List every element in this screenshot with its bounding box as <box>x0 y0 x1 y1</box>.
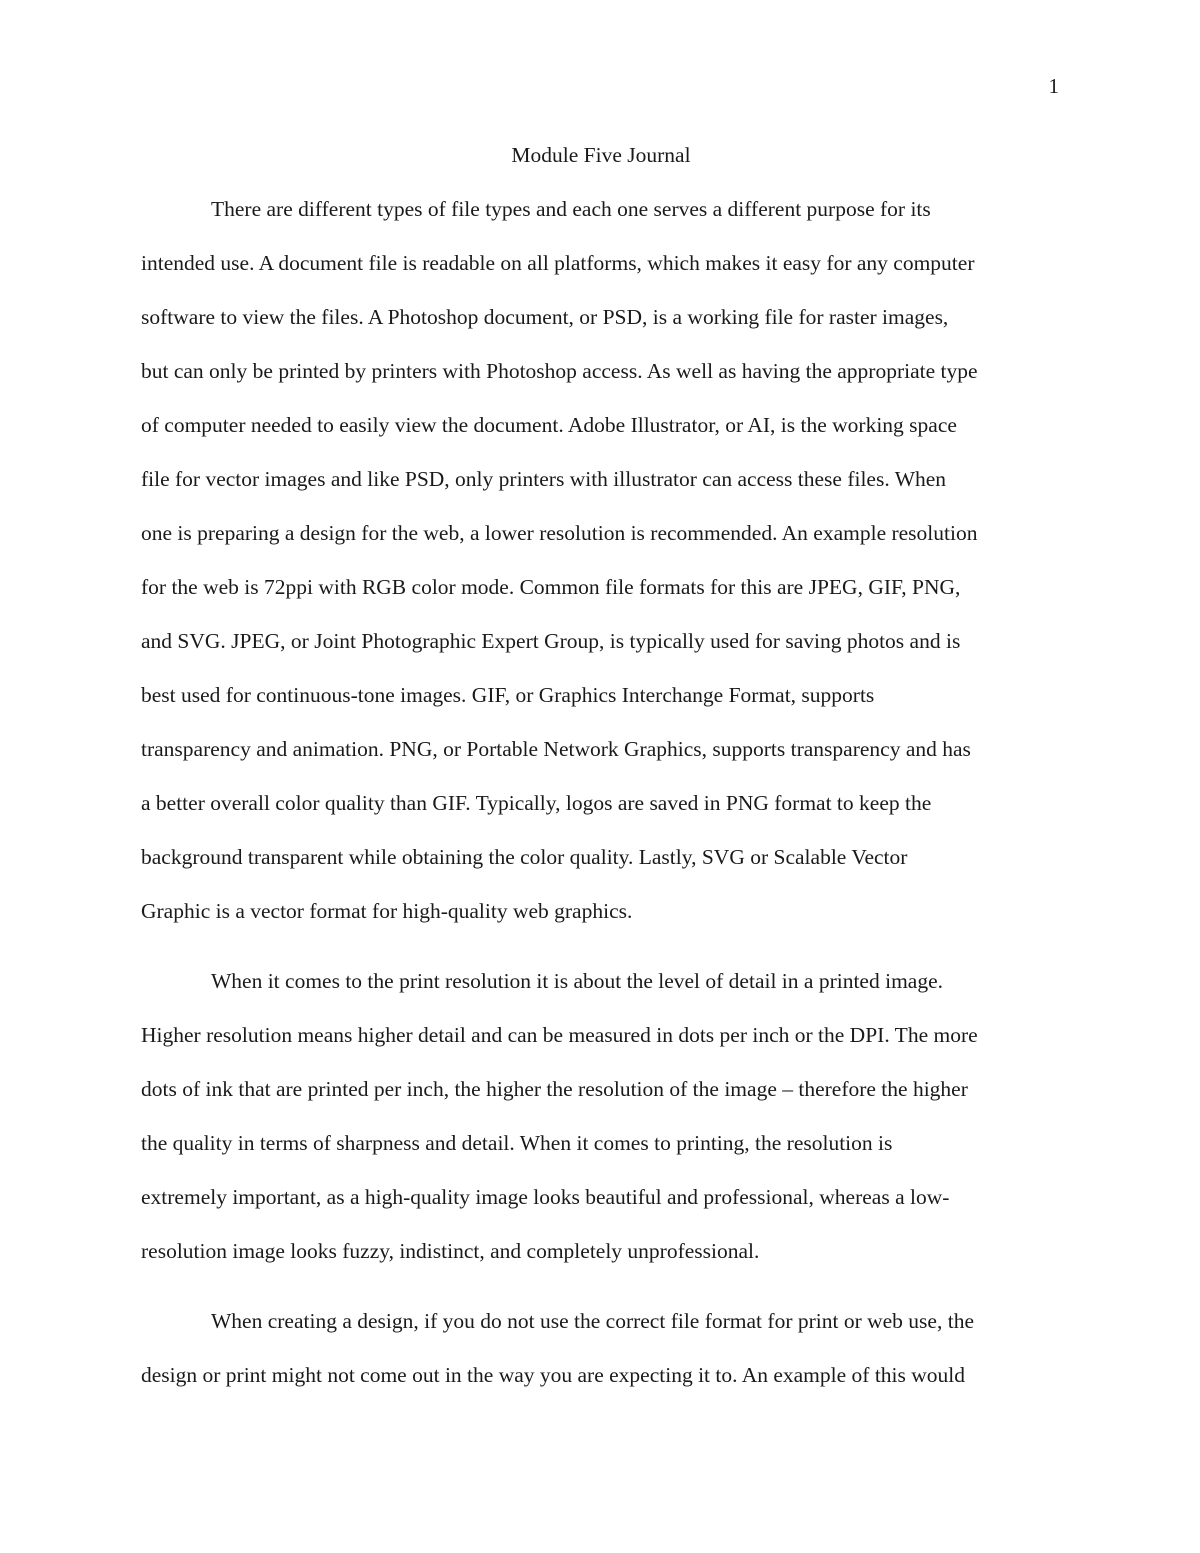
paragraph-line: resolution image looks fuzzy, indistinct, and completely unprofessional. <box>141 1239 760 1263</box>
paragraph-line: of computer needed to easily view the document. Adobe Illustrator, or AI, is the working space <box>141 413 957 437</box>
paragraph-line: design or print might not come out in the way you are expecting it to. An example of this would <box>141 1363 966 1387</box>
paragraph-3 <box>141 1294 1061 1402</box>
paragraph-line: file for vector images and like PSD, only printers with illustrator can access these files. When <box>141 467 947 491</box>
paragraph-line: transparency and animation. PNG, or Portable Network Graphics, supports transparency and has <box>141 737 971 761</box>
paragraph-line: and SVG. JPEG, or Joint Photographic Expert Group, is typically used for saving photos and is <box>141 629 961 653</box>
page-number: 1 <box>1048 74 1059 98</box>
paragraph-gap <box>141 938 1061 954</box>
paragraph-line: Graphic is a vector format for high-quality web graphics. <box>141 899 633 923</box>
paragraph-line: When creating a design, if you do not use the correct file format for print or web use, the <box>211 1309 974 1333</box>
paragraph-line: There are different types of file types and each one serves a different purpose for its <box>211 197 931 221</box>
paragraph-line: the quality in terms of sharpness and detail. When it comes to printing, the resolution is <box>141 1131 893 1155</box>
paragraph-line: extremely important, as a high-quality image looks beautiful and professional, whereas a low- <box>141 1185 950 1209</box>
document-title: Module Five Journal <box>511 143 691 167</box>
paragraph-line: background transparent while obtaining the color quality. Lastly, SVG or Scalable Vector <box>141 845 908 869</box>
paragraph-line: for the web is 72ppi with RGB color mode. Common file formats for this are JPEG, GIF, PNG, <box>141 575 961 599</box>
paragraph-line: intended use. A document file is readable on all platforms, which makes it easy for any computer <box>141 251 975 275</box>
document-body <box>141 128 1061 1402</box>
paragraph-2 <box>141 954 1061 1278</box>
paragraph-line: software to view the files. A Photoshop document, or PSD, is a working file for raster images, <box>141 305 949 329</box>
paragraph-1 <box>141 182 1061 938</box>
paragraph-line: best used for continuous-tone images. GIF, or Graphics Interchange Format, supports <box>141 683 875 707</box>
paragraph-line: one is preparing a design for the web, a lower resolution is recommended. An example resolution <box>141 521 978 545</box>
paragraph-line: dots of ink that are printed per inch, the higher the resolution of the image – therefore the higher <box>141 1077 968 1101</box>
paragraph-line: but can only be printed by printers with Photoshop access. As well as having the appropriate type <box>141 359 978 383</box>
paragraph-line: When it comes to the print resolution it is about the level of detail in a printed image. <box>211 969 944 993</box>
paragraph-line: a better overall color quality than GIF. Typically, logos are saved in PNG format to keep the <box>141 791 932 815</box>
paragraph-gap <box>141 1278 1061 1294</box>
paragraph-line: Higher resolution means higher detail and can be measured in dots per inch or the DPI. The more <box>141 1023 978 1047</box>
